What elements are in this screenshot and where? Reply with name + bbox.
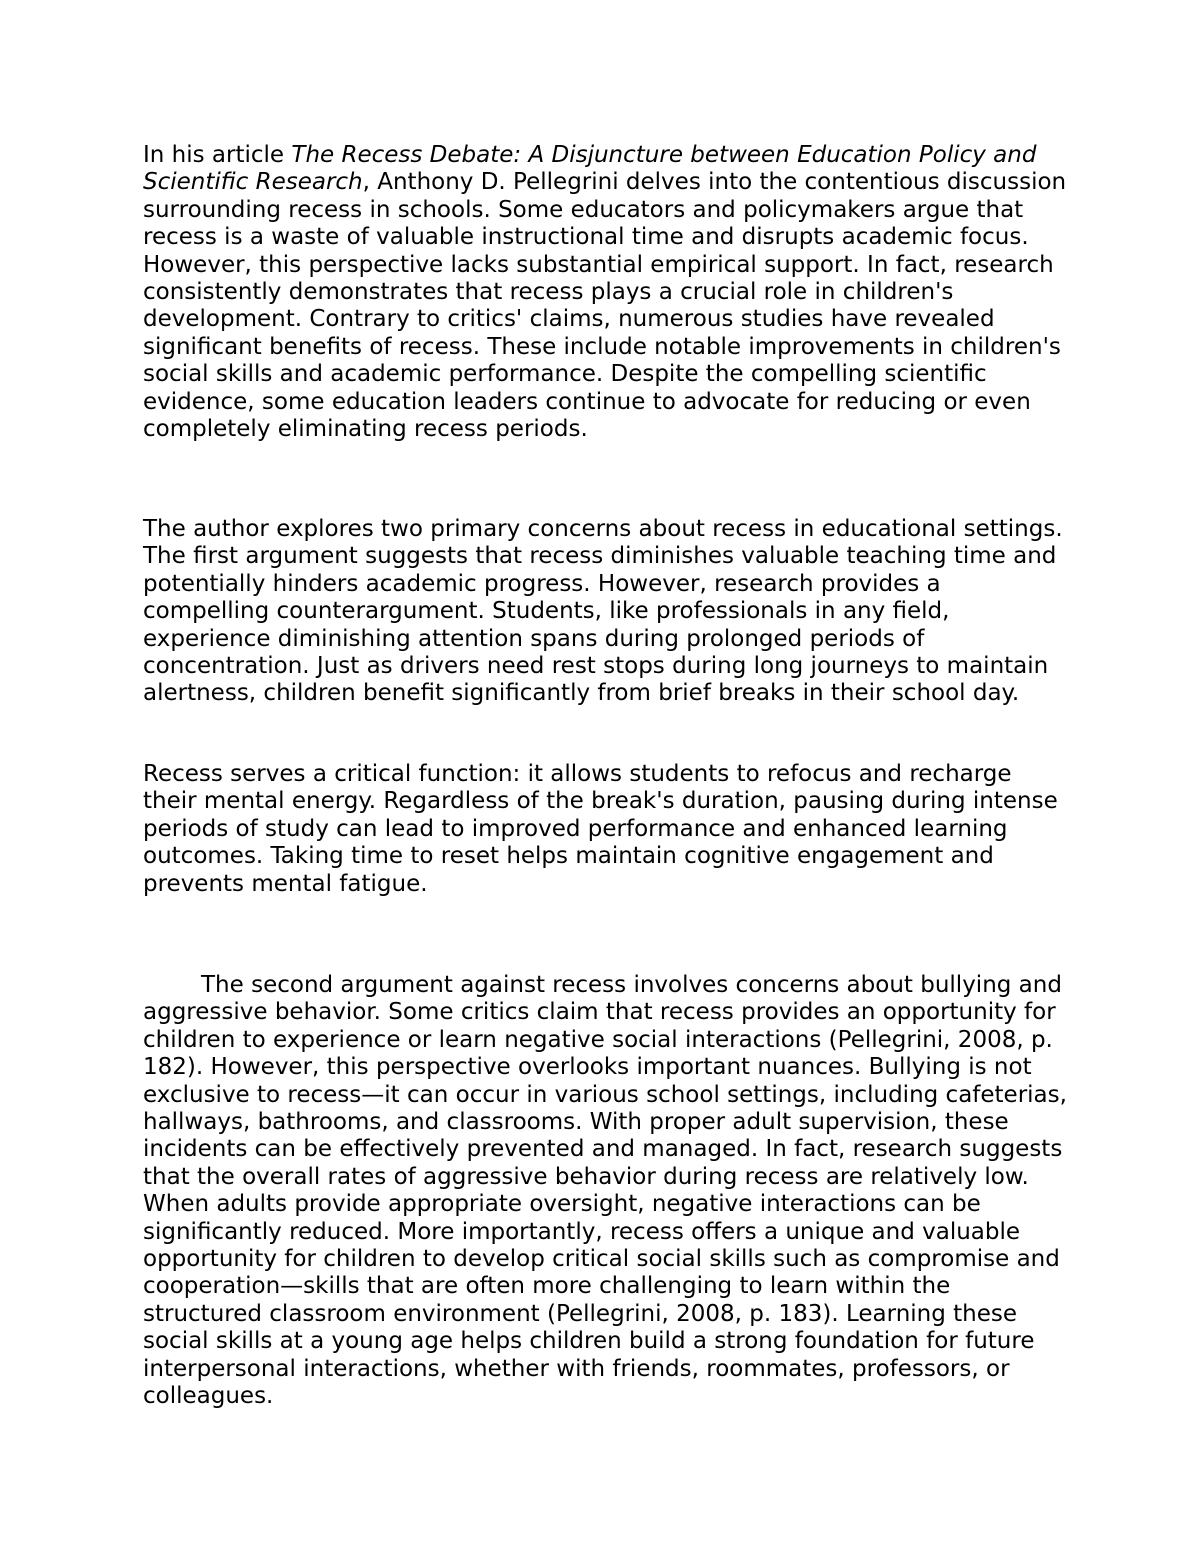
paragraph-first-concern: The author explores two primary concerns about recess in educational settings. The first argument suggests that recess diminishes valuable teaching time and potentially hinders academic progress. However, research provides a compelling counterargument. Students, like professionals in any field, experience diminishing attention spans during prolonged periods of concentration. Just as drivers need rest stops during long journeys to maintain alertness, children benefit significantly from brief breaks in their school day. (143, 516, 1063, 707)
paragraph-intro (143, 142, 1068, 443)
paragraph-intro-rest: , Anthony D. Pellegrini delves into the contentious discussion surrounding recess in schools. Some educators and policymakers argue that recess is a waste of valuable instructional time and disrupts academic focus. However, this perspective lacks substantial empirical support. In fact, research consistently demonstrates that recess plays a crucial role in children's development. Contrary to critics' claims, numerous studies have revealed significant benefits of recess. These include notable improvements in children's social skills and academic performance. Despite the compelling scientific evidence, some education leaders continue to advocate for reducing or even completely eliminating recess periods. (143, 169, 1067, 443)
paragraph-second-concern: The second argument against recess involves concerns about bullying and aggressive behavior. Some critics claim that recess provides an opportunity for children to experience or learn negative social interactions (Pellegrini, 2008, p. 182). However, this perspective overlooks important nuances. Bullying is not exclusive to recess—it can occur in various school settings, including cafeterias, hallways, bathrooms, and classrooms. With proper adult supervision, these incidents can be effectively prevented and managed. In fact, research suggests that the overall rates of aggressive behavior during recess are relatively low. When adults provide appropriate oversight, negative interactions can be significantly reduced. More importantly, recess offers a unique and valuable opportunity for children to develop critical social skills such as compromise and cooperation—skills that are often more challenging to learn within the structured classroom environment (Pellegrini, 2008, p. 183). Learning these social skills at a young age helps children build a strong foundation for future interpersonal interactions, whether with friends, roommates, professors, or colleagues. (143, 972, 1067, 1410)
article-title: The Recess Debate: A Disjuncture between Education Policy and Scientific Research (143, 142, 1037, 196)
paragraph-recess-function: Recess serves a critical function: it allows students to refocus and recharge their mental energy. Regardless of the break's duration, pausing during intense periods of study can lead to improved performance and enhanced learning outcomes. Taking time to reset helps maintain cognitive engagement and prevents mental fatigue. (143, 761, 1058, 897)
paragraph-intro-lead: In his article (143, 142, 292, 168)
